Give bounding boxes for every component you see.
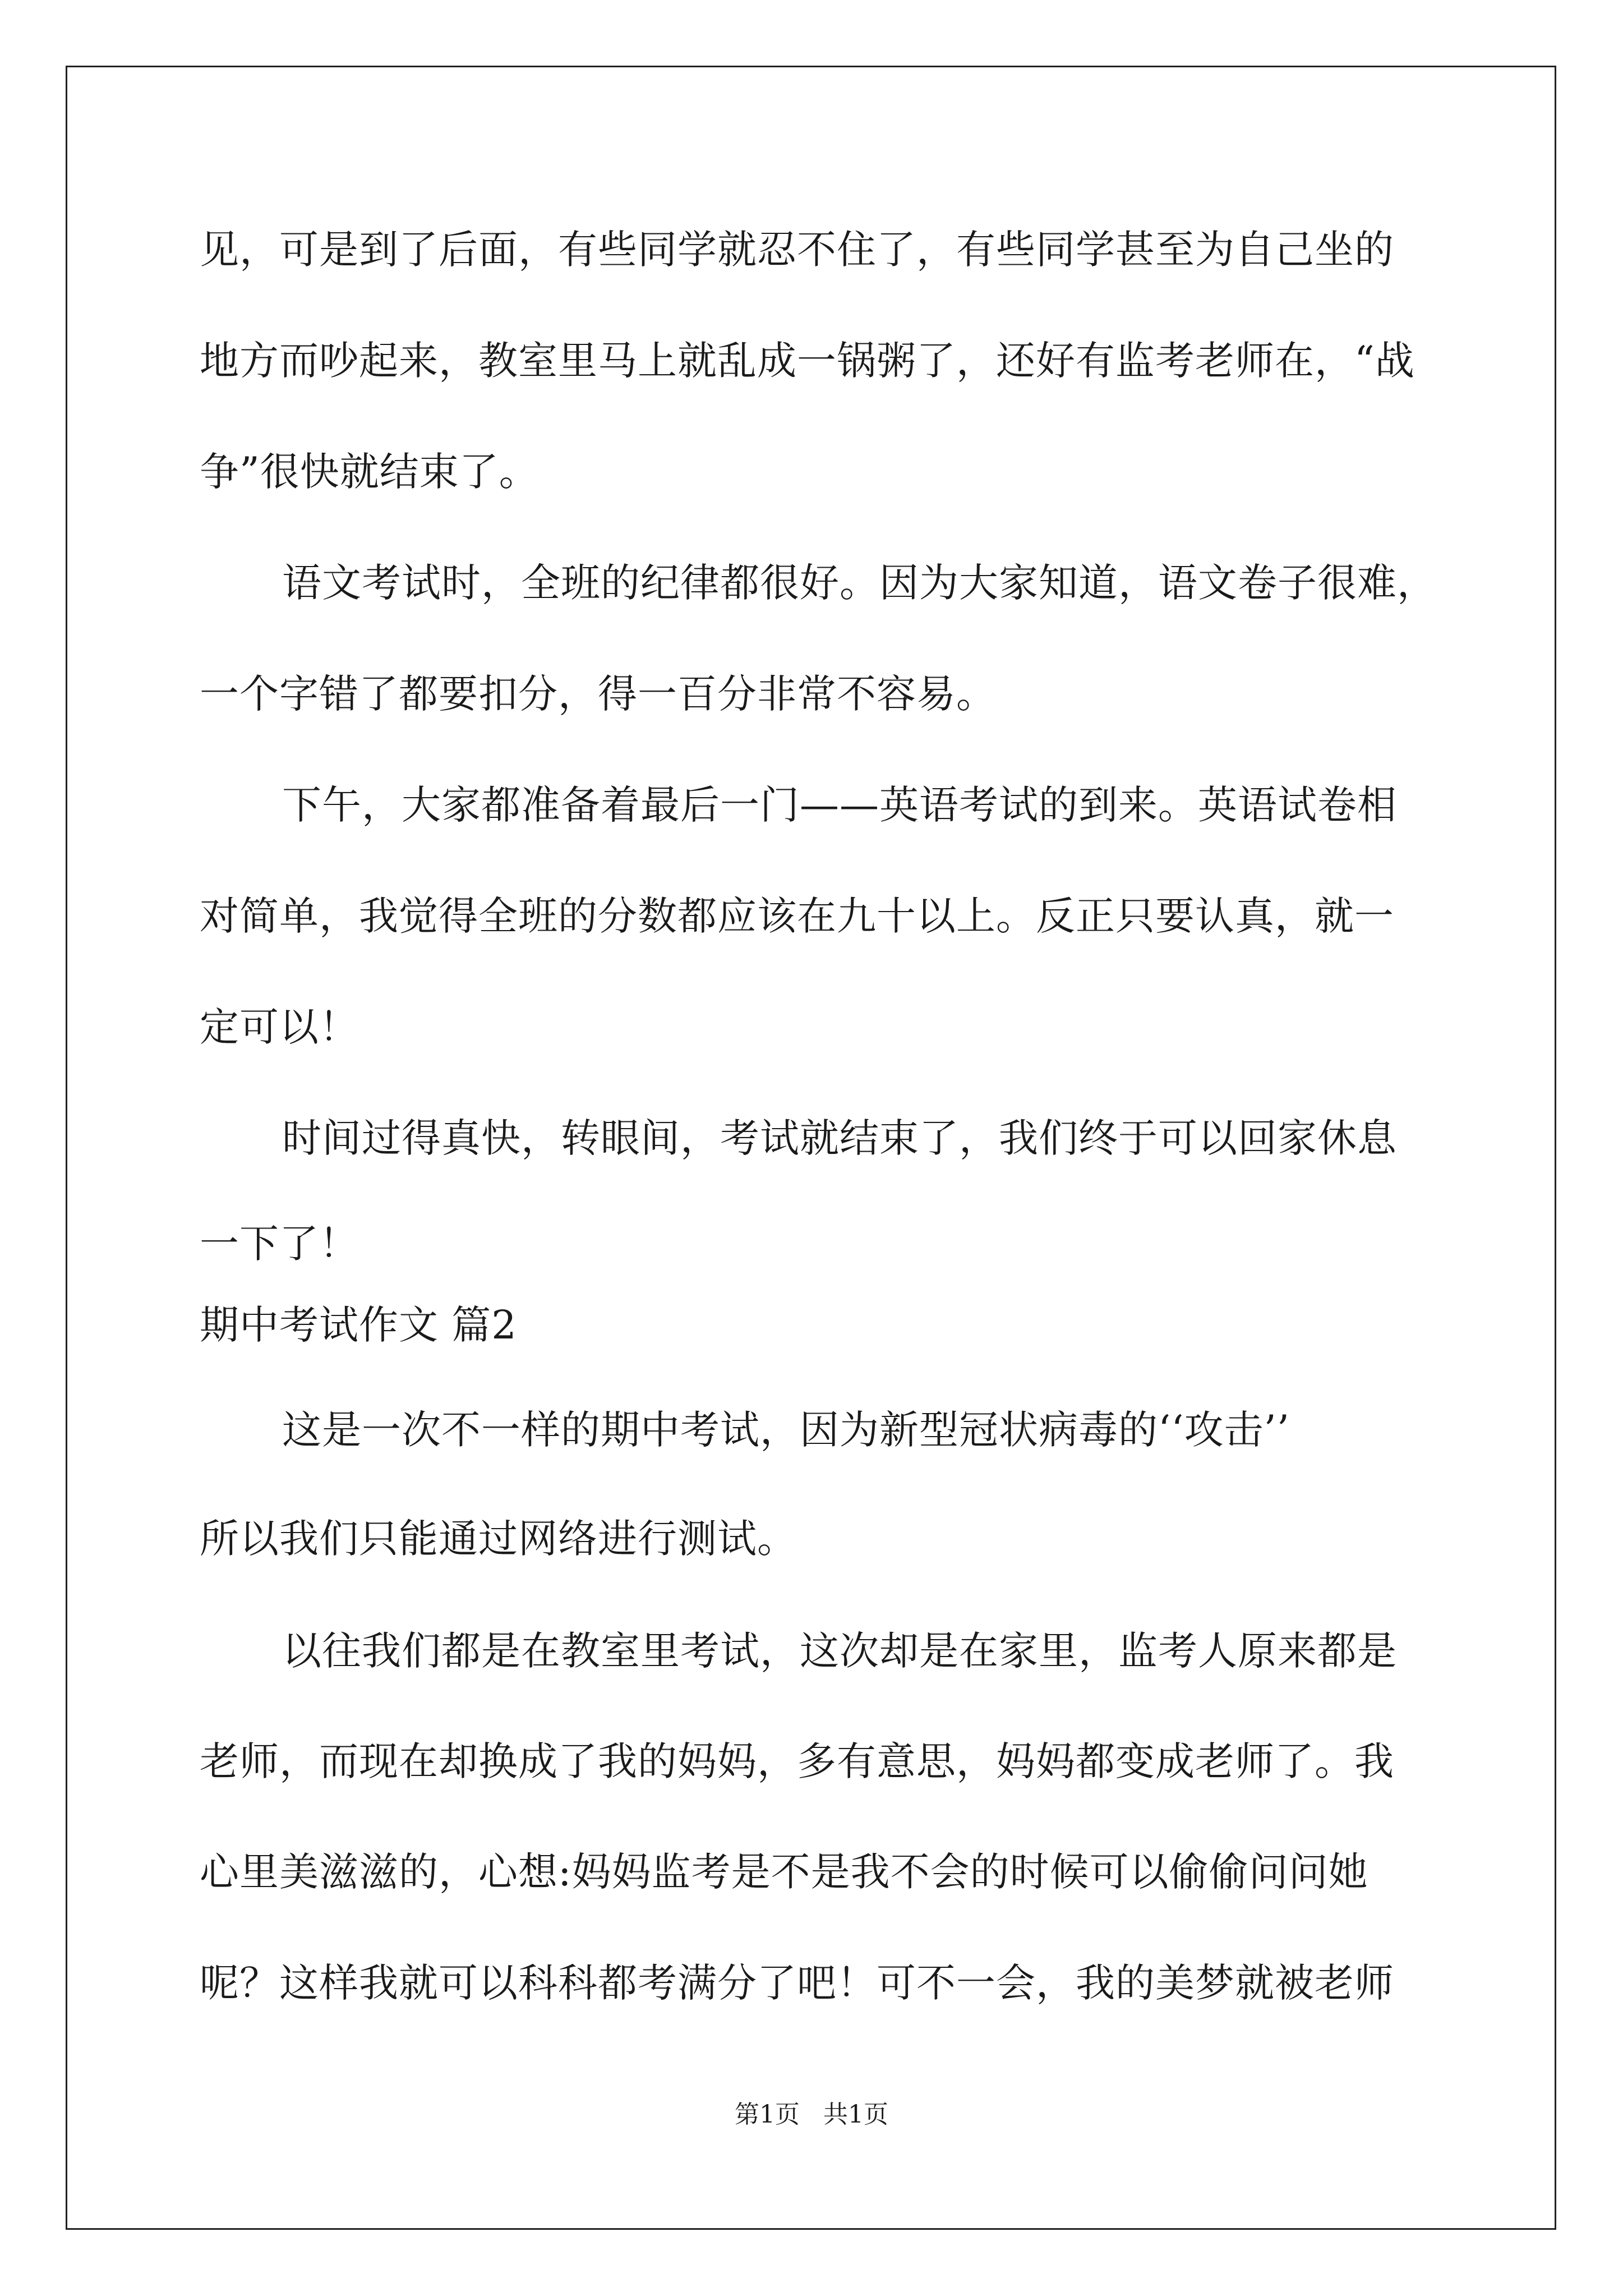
body-line: 一下了！ bbox=[200, 1221, 359, 1267]
paragraph-first-line: 这是一次不一样的期中考试，因为新型冠状病毒的‘‘攻击’’ bbox=[282, 1407, 1290, 1453]
body-line: 对简单，我觉得全班的分数都应该在九十以上。反正只要认真，就一 bbox=[200, 893, 1394, 939]
section-heading: 期中考试作文 篇2 bbox=[200, 1302, 517, 1348]
body-line: 老师，而现在却换成了我的妈妈，多有意思，妈妈都变成老师了。我 bbox=[200, 1738, 1394, 1784]
body-line: 心里美滋滋的，心想:妈妈监考是不是我不会的时候可以偷偷问问她 bbox=[200, 1849, 1368, 1895]
paragraph-first-line: 语文考试时，全班的纪律都很好。因为大家知道，语文卷子很难， bbox=[282, 560, 1437, 606]
paragraph-first-line: 时间过得真快，转眼间，考试就结束了，我们终于可以回家休息 bbox=[282, 1115, 1397, 1161]
body-line: 争”很快就结束了。 bbox=[200, 449, 539, 495]
body-line: 所以我们只能通过网络进行测试。 bbox=[200, 1516, 797, 1562]
paragraph-first-line: 下午，大家都准备着最后一门——英语考试的到来。英语试卷相 bbox=[282, 782, 1397, 828]
paragraph-first-line: 以往我们都是在教室里考试，这次却是在家里，监考人原来都是 bbox=[282, 1628, 1397, 1674]
body-line: 见，可是到了后面，有些同学就忍不住了，有些同学甚至为自己坐的 bbox=[200, 227, 1394, 273]
body-line: 呢？这样我就可以科科都考满分了吧！可不一会，我的美梦就被老师 bbox=[200, 1960, 1394, 2006]
body-line: 一个字错了都要扣分，得一百分非常不容易。 bbox=[200, 671, 996, 717]
page-number-footer: 第1页 共1页 bbox=[735, 2100, 888, 2129]
body-line: 定可以！ bbox=[200, 1004, 359, 1050]
body-line: 地方而吵起来，教室里马上就乱成一锅粥了，还好有监考老师在，“战 bbox=[200, 338, 1415, 384]
